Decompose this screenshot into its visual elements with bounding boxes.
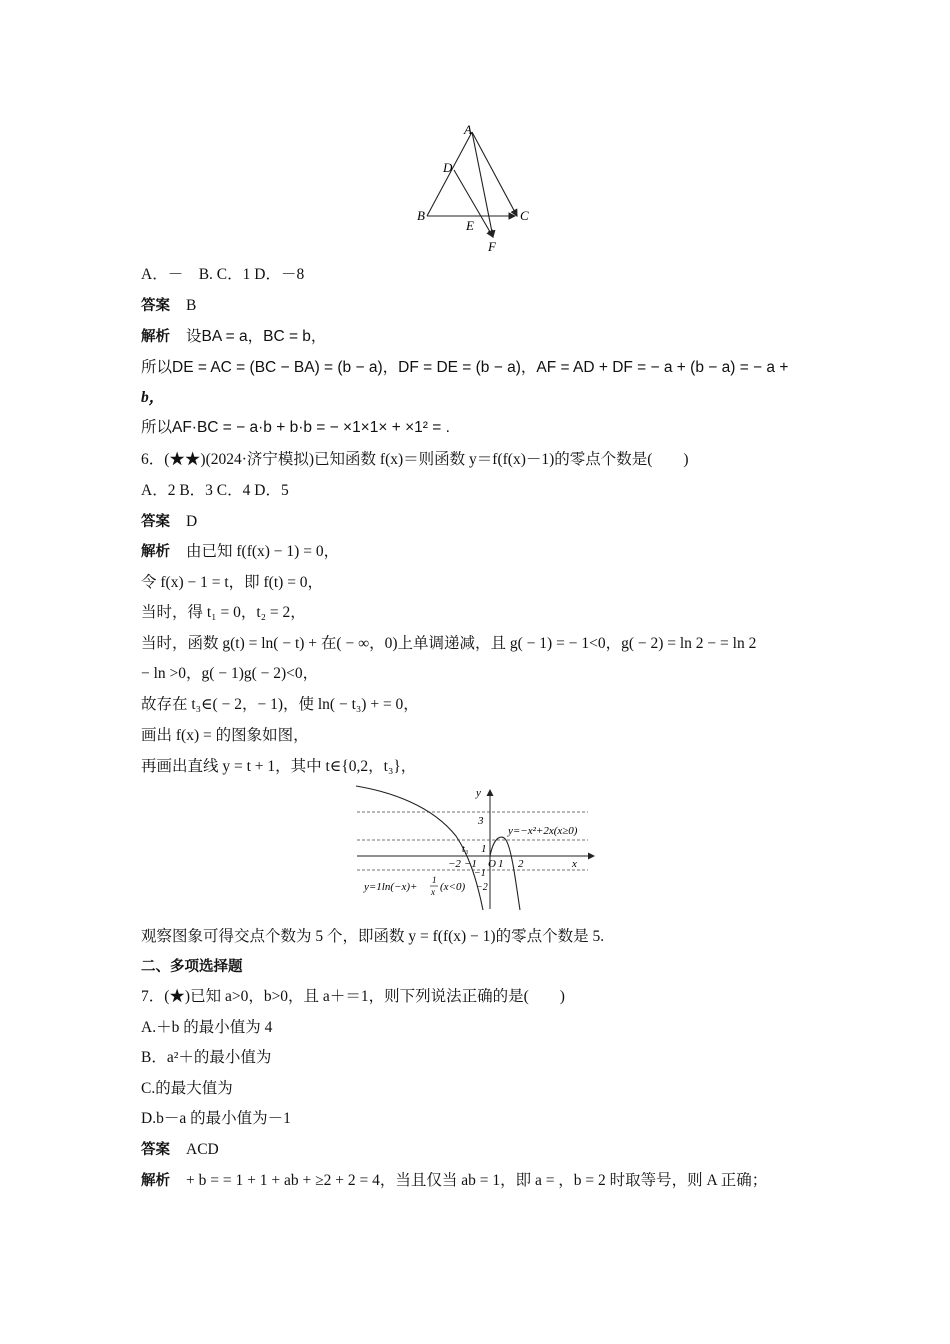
axis-label-x: x — [572, 858, 577, 870]
tick-y-3: 3 — [478, 815, 484, 827]
origin-label: O — [488, 858, 496, 870]
label-f: F — [488, 239, 496, 254]
q5-analysis-row — [141, 327, 326, 347]
answer-label: 答案 — [141, 514, 170, 530]
q7-option-b: B．a²＋的最小值为 — [141, 1049, 272, 1066]
tick-x-1: 1 — [498, 858, 504, 870]
q5-answer-row — [141, 296, 196, 316]
vector-ac — [472, 132, 517, 216]
answer-label: 答案 — [141, 1142, 170, 1158]
q6-analysis-1: 由已知 f(f(x) − 1) = 0， — [186, 543, 340, 560]
q5-answer: B — [186, 297, 197, 314]
curve-left-label: y=1ln(−x)+ — [364, 881, 418, 893]
q7-answer-row — [141, 1140, 219, 1160]
q5-analysis-1: 设BA = a，BC = b， — [186, 328, 327, 345]
label-c: C — [520, 208, 529, 223]
q5-analysis-4: 所以AF·BC = − a·b + b·b = − ×1×1× + ×1² = . — [141, 419, 450, 436]
tick-y-1: 1 — [481, 843, 487, 855]
axis-label-y: y — [476, 787, 481, 799]
curve-left-domain: (x<0) — [440, 881, 466, 893]
curve-left-frac-num: 1 — [432, 875, 437, 885]
q6-analysis-5: − ln >0，g( − 1)g( − 2)<0， — [141, 665, 319, 682]
answer-label: 答案 — [141, 298, 170, 314]
q7-option-c: C.的最大值为 — [141, 1080, 233, 1097]
q5-analysis-2: 所以DE = AC = (BC − BA) = (b − a)，DF = DE = (b − a)，AF = AD + DF = − a + (b − a) = − a + — [141, 359, 789, 376]
tick-x-neg1: −1 — [464, 858, 477, 870]
analysis-label: 解析 — [141, 329, 170, 345]
q7-analysis-1: + b = = 1 + 1 + ab + ≥2 + 2 = 4，当且仅当 ab = 1，即 a = ，b = 2 时取等号，则 A 正确； — [186, 1172, 768, 1189]
q7-analysis-row — [141, 1171, 767, 1191]
section-title: 二、多项选择题 — [141, 959, 243, 975]
q7-stem: 7．(★)已知 a>0，b>0，且 a＋＝1，则下列说法正确的是( ) — [141, 988, 565, 1005]
tick-y-neg2: −2 — [476, 882, 488, 893]
t3-label: t₃ — [462, 844, 469, 855]
curve-right-label: y=−x²+2x(x≥0) — [508, 825, 578, 837]
q7-answer: ACD — [186, 1141, 219, 1158]
q6-analysis-7: 画出 f(x) = 的图象如图， — [141, 727, 309, 744]
tick-x-2: 2 — [518, 858, 524, 870]
vector-af — [472, 132, 493, 237]
q6-options: A．2 B．3 C．4 D．5 — [141, 482, 289, 499]
q6-analysis-4: 当时，函数 g(t) = ln( − t) + 在( − ∞，0)上单调递减，且 g( − 1) = − 1<0，g( − 2) = ln 2 − = ln 2 — [141, 635, 757, 652]
q6-answer-row — [141, 512, 197, 532]
q6-analysis-3: 当时，得 t₁ = 0，t₂ = 2， — [141, 604, 306, 621]
analysis-label: 解析 — [141, 544, 170, 560]
q6-analysis-8: 再画出直线 y = t + 1，其中 t∈{0,2，t₃}， — [141, 758, 417, 775]
q6-answer: D — [186, 513, 198, 530]
q6-stem: 6．(★★)(2024·济宁模拟)已知函数 f(x)＝则函数 y＝f(f(x)－1)的零点个数是( ) — [141, 451, 689, 468]
q7-option-d: D.b－a 的最小值为－1 — [141, 1110, 291, 1127]
q6-analysis-6: 故存在 t₃∈( − 2，− 1)，使 ln( − t₃) + = 0， — [141, 696, 419, 713]
triangle-figure — [410, 118, 540, 258]
curve-left-frac-den: x — [431, 887, 435, 897]
q7-option-a: A.＋b 的最小值为 4 — [141, 1019, 273, 1036]
function-graph — [352, 784, 602, 914]
q6-conclusion: 观察图象可得交点个数为 5 个，即函数 y = f(f(x) − 1)的零点个数是 5. — [141, 928, 605, 945]
label-e: E — [466, 218, 474, 233]
label-d: D — [443, 160, 453, 175]
q5-analysis-3: b， — [141, 389, 165, 406]
analysis-label: 解析 — [141, 1173, 170, 1189]
label-b: B — [417, 208, 425, 223]
tick-x-neg2: −2 — [448, 858, 461, 870]
tick-y-neg1: −1 — [474, 868, 486, 879]
label-a: A — [464, 122, 472, 137]
q5-options: A．－ B. C．1 D．－8 — [141, 266, 305, 283]
q6-analysis-row — [141, 542, 339, 562]
q6-analysis-2: 令 f(x) − 1 = t，即 f(t) = 0， — [141, 574, 324, 591]
curve-right — [490, 837, 520, 910]
